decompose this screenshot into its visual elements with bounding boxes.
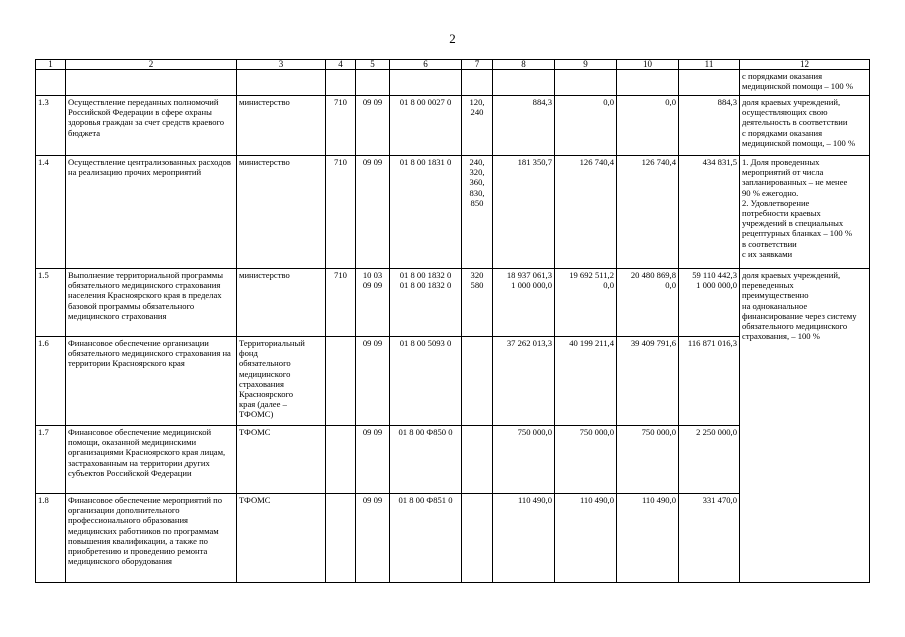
vr-code: 320 580 <box>462 269 493 337</box>
col-header: 6 <box>390 60 462 70</box>
col-header: 9 <box>555 60 617 70</box>
total-value: 884,3 <box>679 96 740 156</box>
measure-name: Осуществление переданных полномочий Российской Федерации в сфере охраны здоровья граждан за счет средств краевого бюджета <box>66 96 237 156</box>
rzpr-code: 09 09 <box>356 494 390 583</box>
year2-value: 110 490,0 <box>555 494 617 583</box>
measure-name: Финансовое обеспечение мероприятий по организации дополнительного профессионального образования медицинских работников по программам повышения квалификации, а также по приобретению и проведению ремонта медицинского оборудования <box>66 494 237 583</box>
executor: ТФОМС <box>237 426 326 494</box>
csr-code: 01 8 00 5093 0 <box>390 337 462 426</box>
result-cell: 1. Доля проведенных мероприятий от числа запланированных – не менее 90 % ежегодно. 2. Удовлетворение потребности краевых учреждений в специальных рецептурных бланках – 100 % в соответствии с их заявками <box>740 156 870 269</box>
total-value: 331 470,0 <box>679 494 740 583</box>
table-row <box>36 96 870 156</box>
page-number: 2 <box>449 31 456 46</box>
grbs-code <box>326 337 356 426</box>
year3-value: 126 740,4 <box>617 156 679 269</box>
year1-value: 884,3 <box>493 96 555 156</box>
vr-code <box>462 426 493 494</box>
row-number: 1.3 <box>36 96 66 156</box>
row-number: 1.5 <box>36 269 66 337</box>
measure-name: Выполнение территориальной программы обязательного медицинского страхования населения Красноярского края в пределах базовой программы обязательного медицинского страхования <box>66 269 237 337</box>
table-row <box>36 269 870 337</box>
total-value: 2 250 000,0 <box>679 426 740 494</box>
year3-value: 20 480 869,8 0,0 <box>617 269 679 337</box>
year3-value: 39 409 791,6 <box>617 337 679 426</box>
executor: министерство <box>237 269 326 337</box>
measure-name: Осуществление централизованных расходов на реализацию прочих мероприятий <box>66 156 237 269</box>
grbs-code <box>326 426 356 494</box>
row-number: 1.8 <box>36 494 66 583</box>
executor: министерство <box>237 96 326 156</box>
year2-value: 750 000,0 <box>555 426 617 494</box>
grbs-code <box>326 494 356 583</box>
executor: министерство <box>237 156 326 269</box>
col-header: 8 <box>493 60 555 70</box>
col-header: 11 <box>679 60 740 70</box>
vr-code <box>462 494 493 583</box>
csr-code: 01 8 00 1831 0 <box>390 156 462 269</box>
year3-value: 0,0 <box>617 96 679 156</box>
executor: Территориальный фонд обязательного медицинского страхования Красноярского края (далее – ТФОМС) <box>237 337 326 426</box>
csr-code: 01 8 00 1832 0 01 8 00 1832 0 <box>390 269 462 337</box>
year2-value: 0,0 <box>555 96 617 156</box>
vr-code: 120, 240 <box>462 96 493 156</box>
year1-value: 750 000,0 <box>493 426 555 494</box>
grbs-code: 710 <box>326 156 356 269</box>
year3-value: 750 000,0 <box>617 426 679 494</box>
col-header: 1 <box>36 60 66 70</box>
year2-value: 19 692 511,2 0,0 <box>555 269 617 337</box>
year1-value: 110 490,0 <box>493 494 555 583</box>
row-number: 1.4 <box>36 156 66 269</box>
result-cell: доля краевых учреждений, осуществляющих свою деятельность в соответствии с порядками оказания медицинской помощи, – 100 % <box>740 96 870 156</box>
result-cell: с порядками оказания медицинской помощи – 100 % <box>740 70 870 96</box>
year3-value: 110 490,0 <box>617 494 679 583</box>
csr-code: 01 8 00 Ф850 0 <box>390 426 462 494</box>
row-number: 1.7 <box>36 426 66 494</box>
total-value: 116 871 016,3 <box>679 337 740 426</box>
table-row <box>36 156 870 269</box>
col-header: 2 <box>66 60 237 70</box>
program-table <box>35 59 870 583</box>
result-cell: доля краевых учреждений, переведенных преимущественно на одноканальное финансирование через систему обязательного медицинского страхования, – 100 % <box>740 269 870 583</box>
measure-name: Финансовое обеспечение организации обязательного медицинского страхования на территории Красноярского края <box>66 337 237 426</box>
vr-code <box>462 337 493 426</box>
year2-value: 40 199 211,4 <box>555 337 617 426</box>
vr-code: 240, 320, 360, 830, 850 <box>462 156 493 269</box>
rzpr-code: 09 09 <box>356 337 390 426</box>
col-header: 3 <box>237 60 326 70</box>
total-value: 434 831,5 <box>679 156 740 269</box>
col-header: 12 <box>740 60 870 70</box>
rzpr-code: 09 09 <box>356 426 390 494</box>
grbs-code: 710 <box>326 269 356 337</box>
continuation-row <box>36 70 870 96</box>
row-number: 1.6 <box>36 337 66 426</box>
csr-code: 01 8 00 Ф851 0 <box>390 494 462 583</box>
measure-name: Финансовое обеспечение медицинской помощи, оказанной медицинскими организациями Красноярского края лицам, застрахованным на территории других субъектов Российской Федерации <box>66 426 237 494</box>
year2-value: 126 740,4 <box>555 156 617 269</box>
column-numbers-row <box>36 60 870 70</box>
rzpr-code: 09 09 <box>356 96 390 156</box>
year1-value: 181 350,7 <box>493 156 555 269</box>
col-header: 5 <box>356 60 390 70</box>
year1-value: 18 937 061,3 1 000 000,0 <box>493 269 555 337</box>
csr-code: 01 8 00 0027 0 <box>390 96 462 156</box>
total-value: 59 110 442,3 1 000 000,0 <box>679 269 740 337</box>
executor: ТФОМС <box>237 494 326 583</box>
col-header: 10 <box>617 60 679 70</box>
year1-value: 37 262 013,3 <box>493 337 555 426</box>
col-header: 7 <box>462 60 493 70</box>
rzpr-code: 10 03 09 09 <box>356 269 390 337</box>
col-header: 4 <box>326 60 356 70</box>
rzpr-code: 09 09 <box>356 156 390 269</box>
grbs-code: 710 <box>326 96 356 156</box>
